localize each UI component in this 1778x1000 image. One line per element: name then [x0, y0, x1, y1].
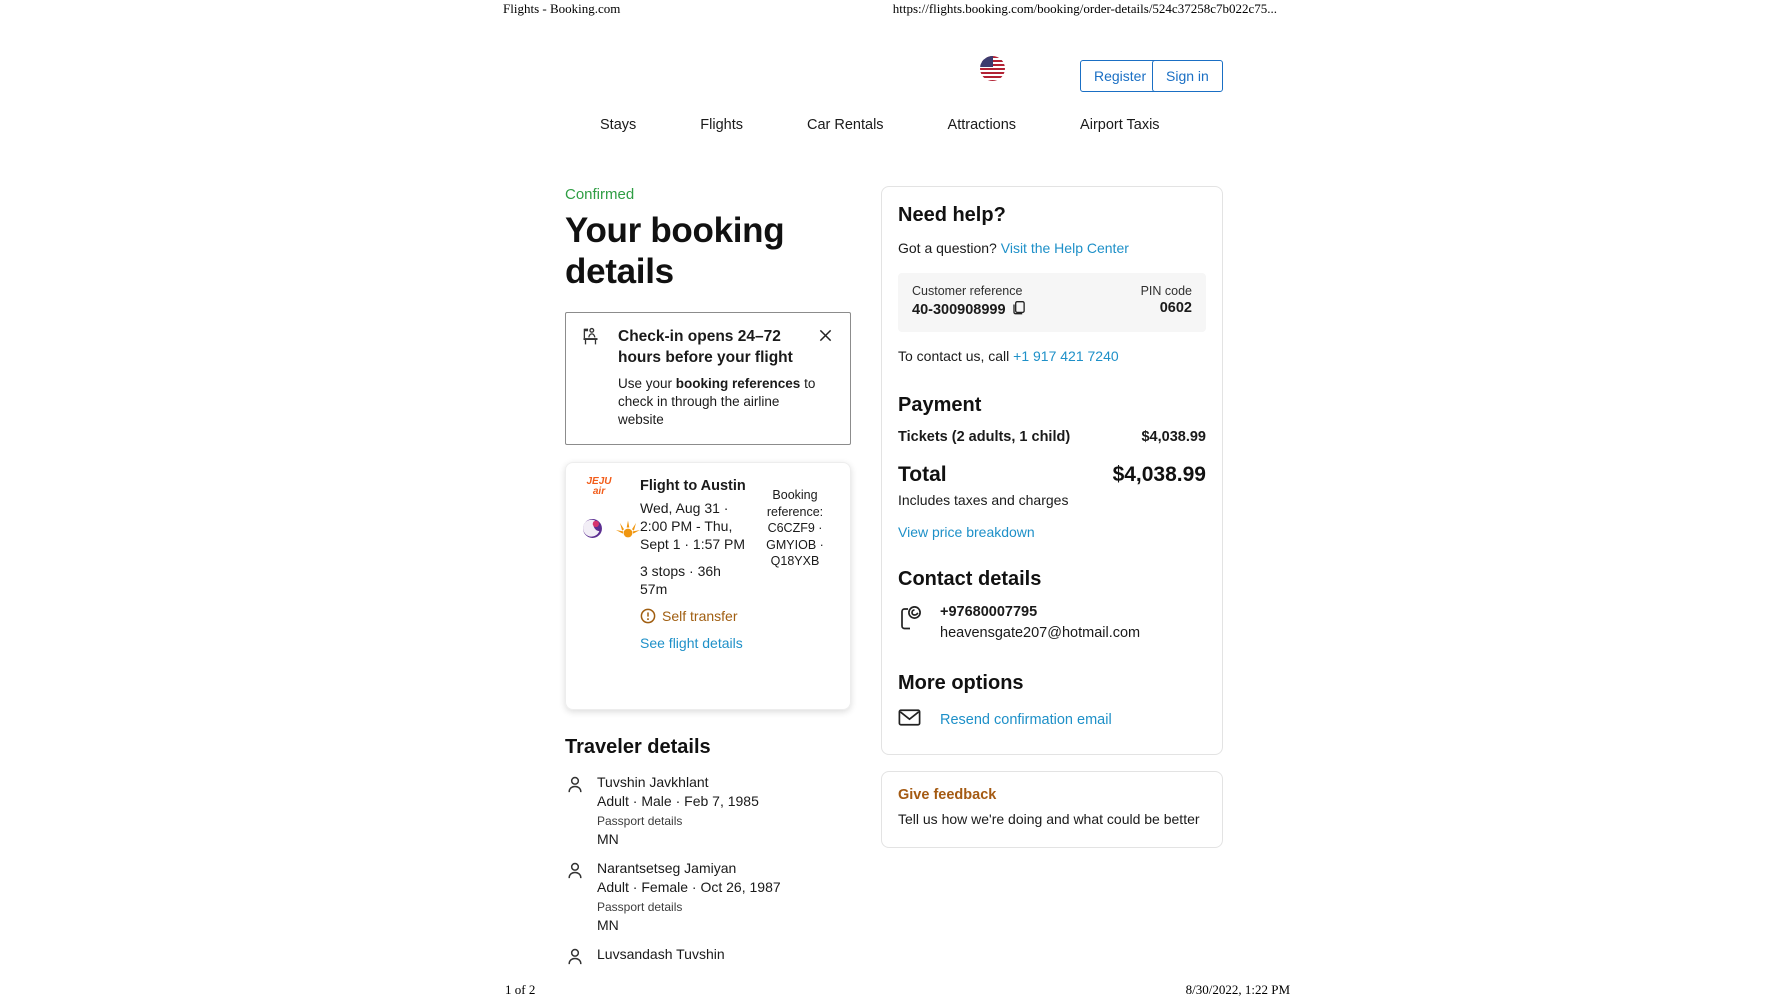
page-title: Your booking details [565, 211, 785, 291]
person-icon [565, 775, 585, 795]
traveler-info: Adult · Female · Oct 26, 1987 [597, 879, 781, 895]
customer-reference-value: 40-300908999 [912, 301, 1006, 318]
payment-heading: Payment [898, 394, 982, 416]
checkin-notice-body: Use your booking references to check in through the airline website [618, 376, 816, 427]
help-question-line: Got a question? Visit the Help Center [898, 240, 1129, 256]
tickets-label: Tickets (2 adults, 1 child) [898, 429, 1071, 445]
total-row [898, 463, 1206, 487]
checkin-notice-title: Check-in opens 24–72 hours before your flight [618, 328, 793, 366]
passport-label: Passport details [597, 900, 683, 914]
flight-stops-duration: 3 stops · 36h 57m [640, 563, 721, 597]
see-flight-details-link[interactable]: See flight details [640, 635, 743, 651]
reference-block [898, 273, 1206, 332]
resend-row [898, 709, 1206, 730]
traveler-row [565, 859, 851, 933]
checkin-desk-icon [580, 326, 618, 368]
traveler-info: Adult · Male · Feb 7, 1985 [597, 793, 759, 809]
traveler-name: Narantsetseg Jamiyan [597, 860, 737, 876]
nav-item-car-rentals[interactable]: Car Rentals [806, 117, 884, 133]
self-transfer-warning: Self transfer [640, 607, 746, 625]
nav-item-attractions[interactable]: Attractions [947, 117, 1017, 133]
taxes-note: Includes taxes and charges [898, 492, 1069, 508]
customer-reference-label: Customer reference [912, 284, 1023, 298]
register-button[interactable]: Register [1080, 60, 1160, 92]
phone-at-icon [898, 603, 940, 644]
flight-schedule: Wed, Aug 31 · 2:00 PM - Thu, Sept 1 · 1:57 PM [640, 500, 746, 552]
passport-label: Passport details [597, 814, 683, 828]
help-card [881, 186, 1223, 755]
contact-email: heavensgate207@hotmail.com [940, 625, 1141, 641]
tickets-amount: $4,038.99 [1141, 429, 1206, 445]
copy-icon[interactable] [1011, 300, 1026, 319]
price-breakdown-link[interactable]: View price breakdown [898, 524, 1035, 540]
checkin-notice [565, 312, 851, 445]
feedback-card[interactable] [881, 771, 1223, 848]
flight-title: Flight to Austin [640, 478, 746, 494]
tickets-row [898, 429, 1206, 445]
person-icon [565, 947, 585, 967]
traveler-row [565, 945, 851, 967]
resend-confirmation-link[interactable]: Resend confirmation email [940, 711, 1112, 728]
traveler-row [565, 773, 851, 847]
total-amount: $4,038.99 [1112, 463, 1206, 486]
airline-logos [578, 477, 640, 695]
contact-details-heading: Contact details [898, 568, 1042, 590]
print-doc-title: Flights - Booking.com [503, 1, 621, 16]
page-number: 1 of 2 [505, 982, 536, 997]
sunburst-airline-logo [615, 519, 641, 544]
person-icon [565, 861, 585, 881]
nav-item-airport-taxis[interactable]: Airport Taxis [1080, 117, 1160, 133]
warning-icon [640, 608, 656, 624]
main-nav [600, 117, 1160, 133]
feedback-body: Tell us how we're doing and what could be better [898, 811, 1200, 827]
jeju-air-logo: JEJU air [586, 476, 612, 497]
feedback-heading: Give feedback [898, 787, 997, 803]
contact-us-line: To contact us, call +1 917 421 7240 [898, 348, 1119, 364]
more-options-heading: More options [898, 672, 1024, 694]
booking-reference: Booking reference: C6CZF9 · GMYIOB · Q18YXB [766, 488, 824, 568]
purple-swirl-airline-logo [582, 518, 603, 544]
support-phone-link[interactable]: +1 917 421 7240 [1013, 348, 1119, 364]
traveler-name: Luvsandash Tuvshin [597, 946, 725, 962]
status-badge: Confirmed [565, 186, 635, 203]
traveler-details-heading: Traveler details [565, 736, 711, 758]
help-center-link[interactable]: Visit the Help Center [1000, 240, 1129, 256]
close-icon[interactable] [818, 328, 836, 368]
total-label: Total [898, 463, 947, 486]
nav-item-stays[interactable]: Stays [600, 117, 637, 133]
print-url: https://flights.booking.com/booking/order-details/524c37258c7b022c75... [892, 1, 1277, 16]
contact-details-block [898, 603, 1206, 644]
passport-value: MN [597, 917, 619, 933]
print-timestamp: 8/30/2022, 1:22 PM [1185, 982, 1290, 997]
passport-value: MN [597, 831, 619, 847]
traveler-name: Tuvshin Javkhlant [597, 774, 709, 790]
us-flag-icon[interactable] [980, 56, 1005, 81]
pin-code-label: PIN code [1140, 284, 1192, 298]
nav-item-flights[interactable]: Flights [700, 117, 743, 133]
print-footer [505, 982, 1290, 998]
print-header [503, 1, 1277, 17]
flight-card [565, 462, 851, 710]
signin-button[interactable]: Sign in [1152, 60, 1223, 92]
contact-phone: +97680007795 [940, 604, 1038, 620]
need-help-heading: Need help? [898, 204, 1006, 226]
envelope-icon [898, 709, 940, 730]
pin-code-value: 0602 [1159, 300, 1192, 316]
